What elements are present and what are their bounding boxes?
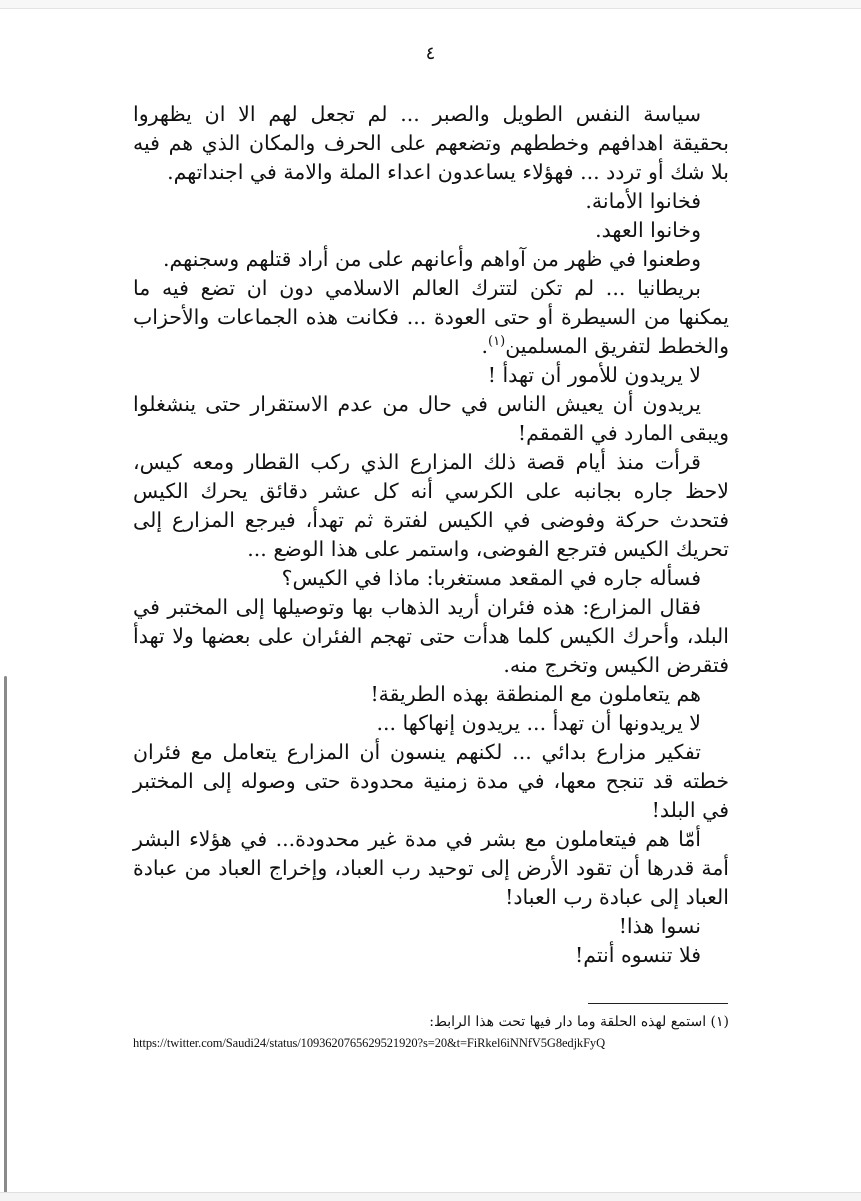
body-text xyxy=(133,100,729,970)
scrollbar[interactable] xyxy=(4,676,7,1200)
paragraph-7: يريدون أن يعيش الناس في حال من عدم الاستقرار حتى ينشغلوا ويبقى المارد في القمقم! xyxy=(133,392,729,445)
paragraph-12: لا يريدونها أن تهدأ ... يريدون إنهاكها ... xyxy=(376,711,701,735)
paragraph-6: لا يريدون للأمور أن تهدأ ! xyxy=(487,363,701,387)
footnote-marker: (١) xyxy=(710,1014,729,1030)
paragraph-5-text: بريطانيا ... لم تكن لتترك العالم الاسلامي دون ان تضع فيه ما يمكنها من السيطرة أو حتى العودة ... فكانت هذه الجماعات والأحزاب والخطط لتفريق المسلمين xyxy=(133,276,729,358)
paragraph-1: سياسة النفس الطويل والصبر ... لم تجعل لهم الا ان يظهروا بحقيقة اهدافهم وخططهم وتضعهم على الحرف والمكان الذي هم فيه بلا شك أو تردد ... فهؤلاء يساعدون اعداء الملة والامة في اجنداتهم. xyxy=(133,102,729,184)
paragraph-13: تفكير مزارع بدائي ... لكنهم ينسون أن المزارع يتعامل مع فئران خطته قد تنجح معها، في مدة زمنية محدودة حتى وصوله إلى المختبر في البلد! xyxy=(133,740,729,822)
paragraph-10: فقال المزارع: هذه فئران أريد الذهاب بها وتوصيلها إلى المختبر في البلد، وأحرك الكيس كلما هدأت حتى تهجم الفئران على بعضها ولا تهدأ فتقرض الكيس وتخرج منه. xyxy=(133,595,729,677)
paragraph-8: قرأت منذ أيام قصة ذلك المزارع الذي ركب القطار ومعه كيس، لاحظ جاره بجانبه على الكرسي أنه كل عشر دقائق يحرك الكيس فتحدث حركة وفوضى في الكيس لفترة ثم تهدأ، فيرجع المزارع إلى تحريك الكيس فترجع الفوضى، واستمر على هذا الوضع ... xyxy=(133,450,729,561)
paragraph-14: أمّا هم فيتعاملون مع بشر في مدة غير محدودة... في هؤلاء البشر أمة قدرها أن تقود الأرض إلى توحيد رب العباد، وإخراج العباد من عبادة العباد إلى عبادة رب العباد! xyxy=(133,827,729,909)
top-edge xyxy=(0,0,861,9)
footnote-reference[interactable]: (١) xyxy=(488,334,506,350)
page-number: ٤ xyxy=(425,43,436,64)
paragraph-15: نسوا هذا! xyxy=(618,914,701,938)
footnote-divider xyxy=(588,1003,728,1004)
paragraph-4: وطعنوا في ظهر من آواهم وأعانهم على من أراد قتلهم وسجنهم. xyxy=(163,247,701,271)
footnote-text: استمع لهذه الحلقة وما دار فيها تحت هذا الرابط: xyxy=(429,1014,707,1030)
paragraph-2: فخانوا الأمانة. xyxy=(585,189,701,213)
paragraph-11: هم يتعاملون مع المنطقة بهذه الطريقة! xyxy=(370,682,701,706)
paragraph-9: فسأله جاره في المقعد مستغربا: ماذا في الكيس؟ xyxy=(281,566,701,590)
footnote-link[interactable]: https://twitter.com/Saudi24/status/1093620765629521920?s=20&t=FiRkel6iNNfV5G8edjkFyQ xyxy=(133,1036,606,1050)
paragraph-5-period: . xyxy=(481,334,489,358)
footnote xyxy=(133,1013,729,1053)
paragraph-3: وخانوا العهد. xyxy=(595,218,701,242)
paragraph-5 xyxy=(133,274,729,361)
paragraph-16: فلا تنسوه أنتم! xyxy=(574,943,701,967)
